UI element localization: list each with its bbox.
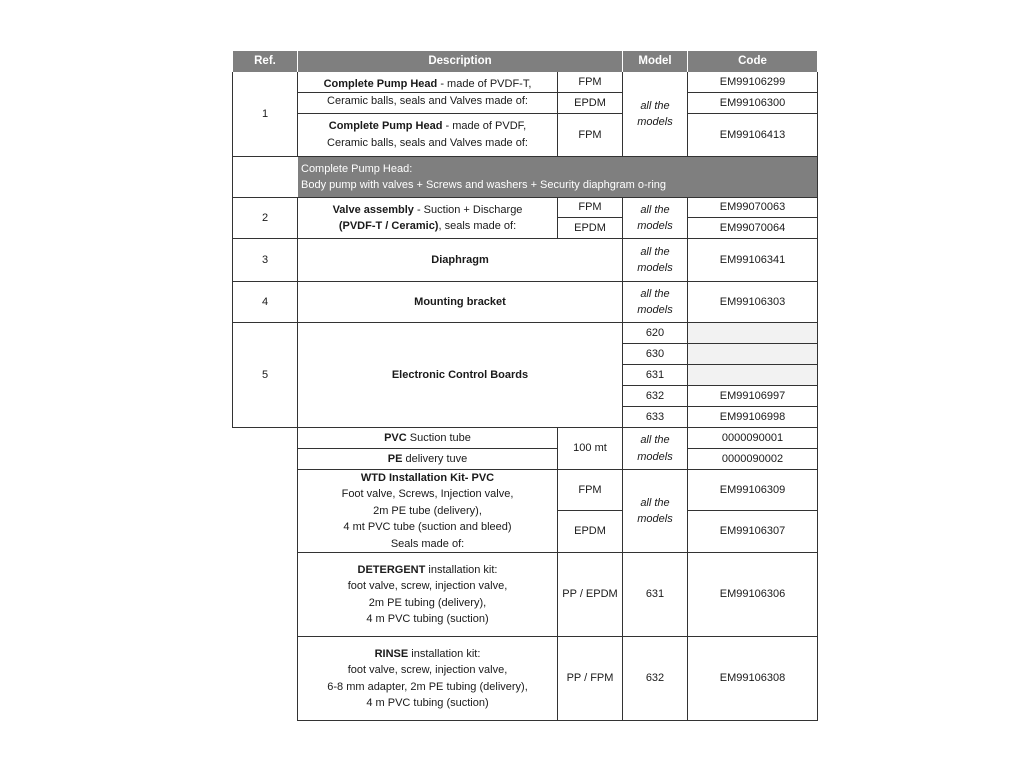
row2-model <box>623 198 687 238</box>
row5-code-631 <box>688 365 817 385</box>
tube-model <box>623 428 687 469</box>
grid-line <box>232 72 233 428</box>
grid-line <box>557 197 558 239</box>
detergent-bold: DETERGENT <box>357 563 426 576</box>
row1-desc-a-rest: - made of PVDF-T, <box>437 78 532 90</box>
grid-line <box>622 197 623 721</box>
ref-5: 5 <box>261 368 269 381</box>
grid-line <box>232 156 818 157</box>
row1-desc-a-bold: Complete Pump Head <box>323 78 438 90</box>
grid-line <box>688 92 818 93</box>
detergent-rest: installation kit: <box>425 563 498 576</box>
grid-line <box>557 510 623 511</box>
row2-code-1: EM99070063 <box>719 201 786 214</box>
ref-4: 4 <box>261 295 269 308</box>
row1-seal-fpm: FPM <box>578 75 602 88</box>
row5-desc: Electronic Control Boards <box>391 368 529 381</box>
detergent-code: EM99106306 <box>719 588 786 601</box>
grid-line <box>817 72 818 721</box>
row1-code-2: EM99106300 <box>719 96 786 109</box>
tube-pvc-bold: PVC <box>384 431 407 444</box>
row5-code-630 <box>688 344 817 364</box>
ref-2: 2 <box>261 211 269 224</box>
tube-length: 100 mt <box>573 442 607 455</box>
rinse-code: EM99106308 <box>719 672 786 685</box>
row1-code-3: EM99106413 <box>719 128 786 141</box>
tube-pvc-suction <box>298 428 557 448</box>
wtd-line-2: 2m PE tube (delivery), <box>373 504 482 517</box>
rinse-bold: RINSE <box>374 647 409 660</box>
row5-model-632: 632 <box>645 389 665 402</box>
grid-line <box>557 427 558 721</box>
row1-desc-pvdf <box>298 113 557 156</box>
tube-code-2: 0000090002 <box>721 452 784 465</box>
grid-line <box>297 113 622 114</box>
row1-desc-b-bold: Complete Pump Head <box>328 120 443 132</box>
row4-desc: Mounting bracket <box>414 295 506 308</box>
row2-rest-2: , seals made of: <box>438 220 517 232</box>
grid-line <box>688 510 818 511</box>
row2-bold-1: Valve assembly <box>332 203 414 216</box>
row2-seal-fpm: FPM <box>578 201 602 214</box>
row1-desc-a-line2: Ceramic balls, seals and Valves made of: <box>327 94 528 107</box>
row2-code-2: EM99070064 <box>719 221 786 234</box>
grid-line <box>687 72 688 157</box>
detergent-model: 631 <box>645 588 665 601</box>
grid-line <box>232 281 818 282</box>
tube-model-b: models <box>637 450 673 463</box>
row2-seal-epdm: EPDM <box>574 221 606 234</box>
tube-pe-bold: PE <box>387 452 403 465</box>
tube-pvc-rest: Suction tube <box>406 431 471 444</box>
header-model: Model <box>623 51 687 72</box>
band-line-2: Body pump with valves + Screws and washers + Security diaphgram o-ring <box>301 179 667 191</box>
grid-line <box>688 448 818 449</box>
wtd-code-2: EM99106307 <box>719 525 786 538</box>
row3-model <box>623 239 687 281</box>
row1-seal-fpm-2: FPM <box>578 128 602 141</box>
header-ref: Ref. <box>233 51 297 72</box>
ref-1: 1 <box>261 107 269 120</box>
wtd-code-1: EM99106309 <box>719 483 786 496</box>
row1-model-a: all the <box>640 99 670 112</box>
row5-model-620: 620 <box>645 326 665 339</box>
wtd-seal-fpm: FPM <box>578 483 602 496</box>
wtd-line-4: Seals made of: <box>390 537 465 550</box>
tube-code-1: 0000090001 <box>721 431 784 444</box>
grid-line <box>297 448 558 449</box>
grid-line <box>297 636 818 637</box>
row4-code: EM99106303 <box>719 295 786 308</box>
rinse-model: 632 <box>645 672 665 685</box>
detergent-kit-desc <box>298 553 557 636</box>
grid-line <box>557 72 558 157</box>
grid-line <box>688 217 818 218</box>
header-code: Code <box>688 51 817 72</box>
row3-model-b: models <box>637 262 673 274</box>
rinse-line-1: foot valve, screw, injection valve, <box>347 664 508 676</box>
grid-line <box>622 72 623 157</box>
grid-line <box>557 217 623 218</box>
row4-model-a: all the <box>640 287 670 300</box>
grid-line <box>622 385 818 386</box>
row5-code-620 <box>688 323 817 343</box>
detergent-line-3: 4 m PVC tubing (suction) <box>366 613 489 625</box>
grid-line <box>688 113 818 114</box>
rinse-kit-desc <box>298 637 557 720</box>
wtd-model-a: all the <box>640 496 670 509</box>
tube-pe-delivery <box>298 449 557 469</box>
row1-model-b: models <box>637 116 673 128</box>
grid-line <box>232 238 818 239</box>
grid-line <box>232 427 818 428</box>
rinse-line-3: 4 m PVC tubing (suction) <box>366 697 489 709</box>
row5-model-631: 631 <box>645 368 665 381</box>
row3-code: EM99106341 <box>719 253 786 266</box>
rinse-seal: PP / FPM <box>566 672 614 685</box>
detergent-seal: PP / EPDM <box>562 588 618 601</box>
grid-line <box>297 197 298 721</box>
wtd-model <box>623 470 687 552</box>
ref-3: 3 <box>261 253 269 266</box>
wtd-line-1: Foot valve, Screws, Injection valve, <box>341 488 514 501</box>
rinse-line-2: 6-8 mm adapter, 2m PE tubing (delivery), <box>327 680 528 693</box>
row5-code-633: EM99106998 <box>719 410 786 423</box>
grid-line <box>232 197 818 198</box>
row2-model-b: models <box>637 220 673 232</box>
grid-line <box>297 92 622 93</box>
pump-head-band <box>298 157 817 197</box>
row1-code-1: EM99106299 <box>719 75 786 88</box>
grid-line <box>687 197 688 721</box>
rinse-rest: installation kit: <box>408 647 481 660</box>
wtd-kit-desc <box>298 470 557 552</box>
grid-line <box>297 552 818 553</box>
row3-model-a: all the <box>640 245 670 258</box>
tube-model-a: all the <box>640 434 670 446</box>
row5-code-632: EM99106997 <box>719 389 786 402</box>
wtd-model-b: models <box>637 513 673 525</box>
grid-line <box>622 364 818 365</box>
row4-model-b: models <box>637 304 673 316</box>
grid-line <box>297 72 298 157</box>
grid-line <box>232 322 818 323</box>
row1-seal-epdm: EPDM <box>574 96 606 109</box>
row2-rest-1: - Suction + Discharge <box>413 203 523 216</box>
wtd-title: WTD Installation Kit- PVC <box>360 471 495 484</box>
row1-desc-b-line2: Ceramic balls, seals and Valves made of: <box>327 136 528 149</box>
wtd-line-3: 4 mt PVC tube (suction and bleed) <box>343 521 512 534</box>
grid-line <box>297 720 818 721</box>
row1-model <box>623 72 687 156</box>
row2-desc <box>298 198 557 238</box>
tube-pe-rest: delivery tuve <box>402 452 468 465</box>
row4-model <box>623 282 687 322</box>
grid-line <box>622 343 818 344</box>
detergent-line-2: 2m PE tubing (delivery), <box>368 596 487 609</box>
row2-bold-2: (PVDF-T / Ceramic) <box>338 220 439 232</box>
grid-line <box>622 406 818 407</box>
detergent-line-1: foot valve, screw, injection valve, <box>347 580 508 592</box>
band-line-1: Complete Pump Head: <box>301 163 413 175</box>
row1-desc-b-rest: - made of PVDF, <box>442 120 527 132</box>
row5-model-630: 630 <box>645 347 665 360</box>
grid-line <box>297 469 818 470</box>
row2-model-a: all the <box>640 203 670 216</box>
row5-model-633: 633 <box>645 410 665 423</box>
row3-desc: Diaphragm <box>431 253 489 266</box>
header-description: Description <box>298 51 622 72</box>
wtd-seal-epdm: EPDM <box>574 525 606 538</box>
